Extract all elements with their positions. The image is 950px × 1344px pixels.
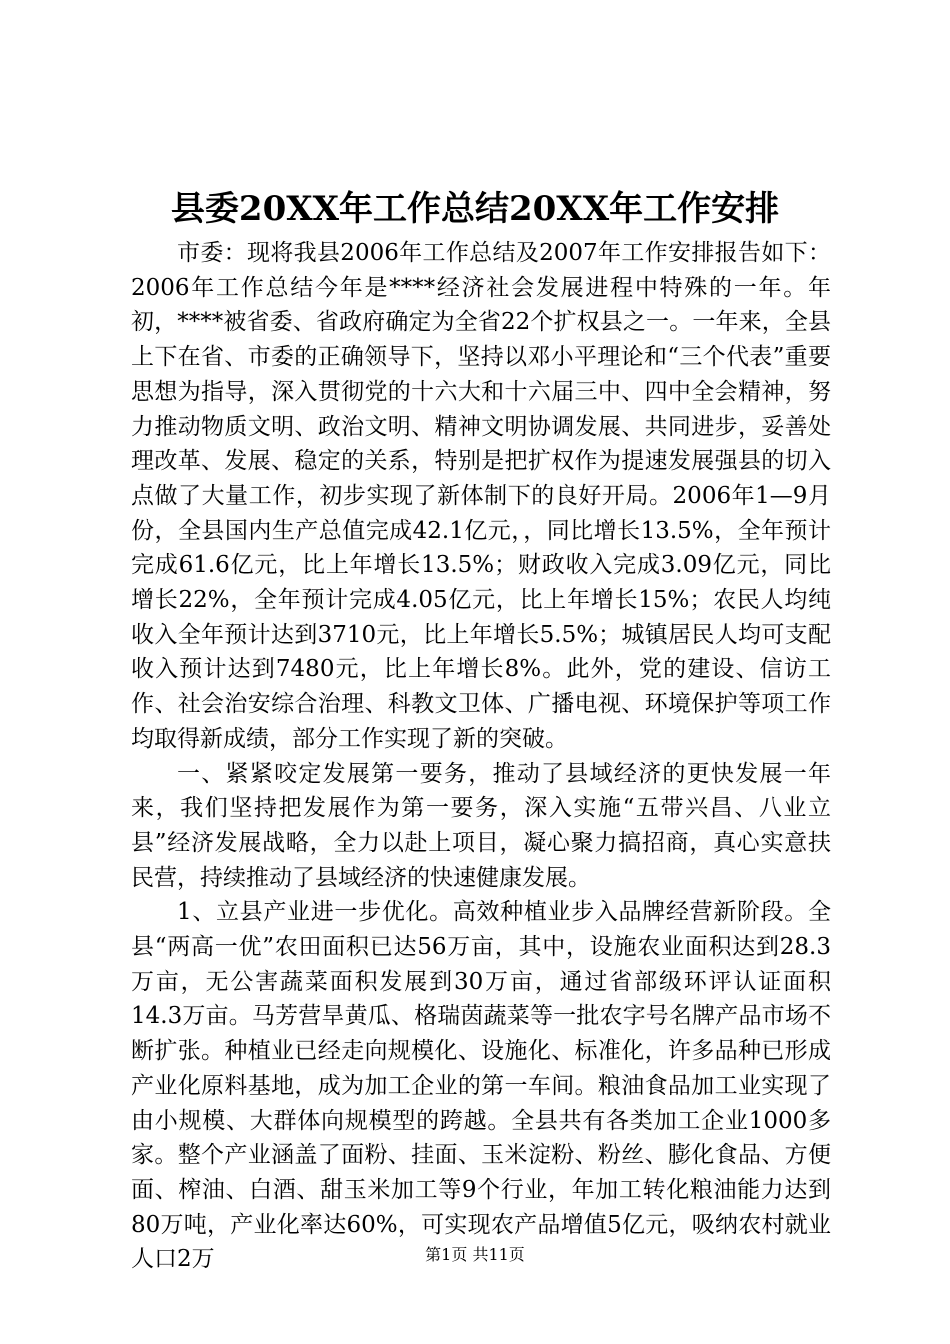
page-number-footer: 第1页 共11页 <box>425 1245 525 1264</box>
paragraph-intro: 市委：现将我县2006年工作总结及2007年工作安排报告如下：2006年工作总结今年是****经济社会发展进程中特殊的一年。年初，****被省委、省政府确定为全省22个扩权县之一。一年来，全县上下在省、市委的正确领导下，坚持以邓小平理论和“三个代表”重要思想为指导，深入贯彻党的十六大和十六届三中、四中全会精神，努力推动物质文明、政治文明、精神文明协调发展、共同进步，妥善处理改革、发展、稳定的关系，特别是把扩权作为提速发展强县的切入点做了大量工作，初步实现了新体制下的良好开局。2006年1—9月份，全县国内生产总值完成42.1亿元，，同比增长13.5%，全年预计完成61.6亿元，比上年增长13.5%；财政收入完成3.09亿元，同比增长22%，全年预计完成4.05亿元，比上年增长15%；农民人均纯收入全年预计达到3710元，比上年增长5.5%；城镇居民人均可支配收入预计达到7480元，比上年增长8%。此外，党的建设、信访工作、社会治安综合治理、科教文卫体、广播电视、环境保护等项工作均取得新成绩，部分工作实现了新的突破。 <box>131 240 831 752</box>
paragraph-industry: 1、立县产业进一步优化。高效种植业步入品牌经营新阶段。全县“两高一优”农田面积已达56万亩，其中，设施农业面积达到28.3万亩，无公害蔬菜面积发展到30万亩，通过省部级环评认证面积14.3万亩。马芳营旱黄瓜、格瑞茵蔬菜等一批农字号名牌产品市场不断扩张。种植业已经走向规模化、设施化、标准化，许多品种已形成产业化原料基地，成为加工企业的第一车间。粮油食品加工业实现了由小规模、大群体向规模型的跨越。全县共有各类加工企业1000多家。整个产业涵盖了面粉、挂面、玉米淀粉、粉丝、膨化食品、方便面、榨油、白酒、甜玉米加工等9个行业，年加工转化粮油能力达到80万吨，产业化率达60%，可实现农产品增值5亿元，吸纳农村就业人口2万 <box>131 899 831 1273</box>
document-body <box>131 236 831 1277</box>
paragraph-section-one: 一、紧紧咬定发展第一要务，推动了县域经济的更快发展一年来，我们坚持把发展作为第一要务，深入实施“五带兴昌、八业立县”经济发展战略，全力以赴上项目，凝心聚力搞招商，真心实意扶民营，持续推动了县域经济的快速健康发展。 <box>131 760 831 891</box>
document-title: 县委20XX年工作总结20XX年工作安排 <box>170 189 780 229</box>
